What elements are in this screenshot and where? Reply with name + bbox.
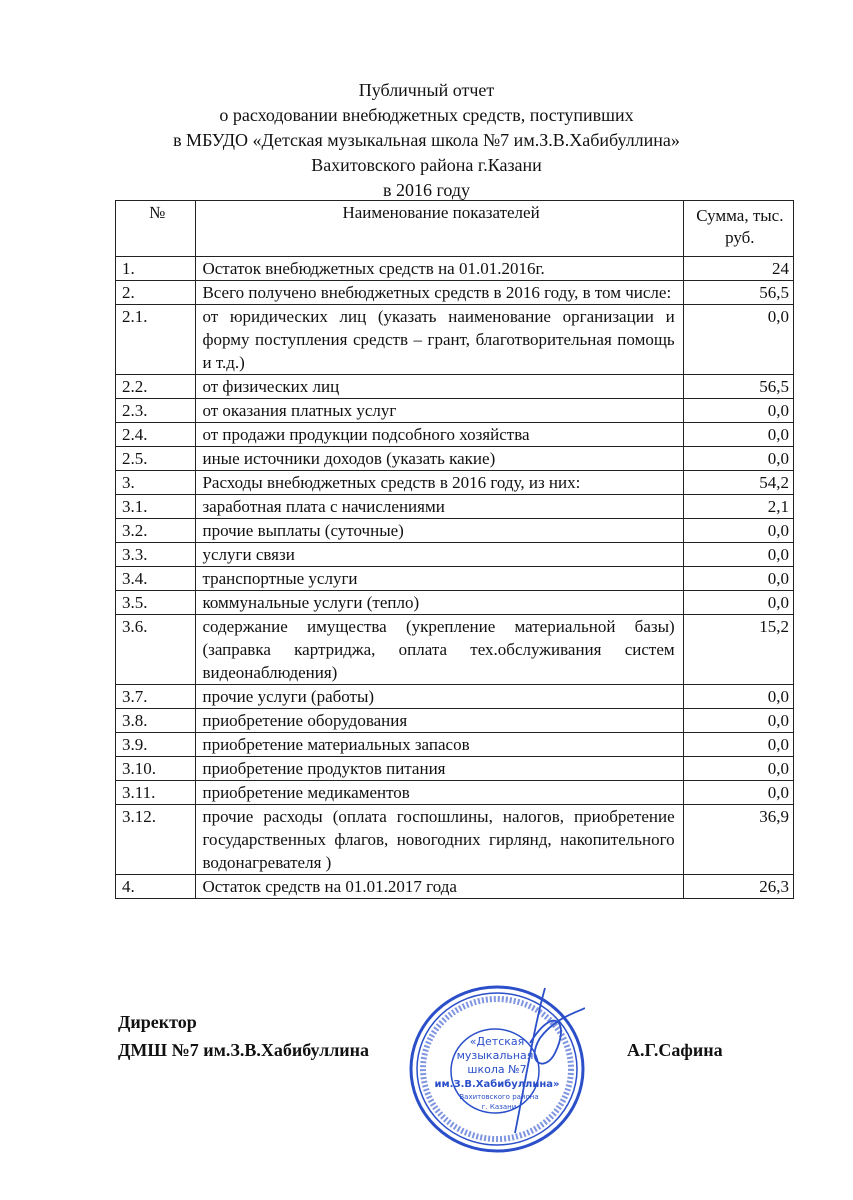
row-number: 3.12. [116, 805, 196, 875]
row-sum: 0,0 [683, 685, 793, 709]
title-line: Вахитовского района г.Казани [311, 155, 542, 175]
row-number: 2. [116, 281, 196, 305]
row-name: от физических лиц [196, 375, 683, 399]
table-row [116, 281, 794, 305]
row-number: 3.1. [116, 495, 196, 519]
table-row [116, 375, 794, 399]
row-sum: 0,0 [683, 305, 793, 375]
row-sum: 0,0 [683, 399, 793, 423]
stamp-text: «Детская [469, 1035, 525, 1048]
row-sum: 0,0 [683, 543, 793, 567]
title-line: в 2016 году [382, 180, 471, 200]
row-sum: 56,5 [683, 281, 793, 305]
table-row [116, 257, 794, 281]
row-name: прочие услуги (работы) [196, 685, 683, 709]
row-name: приобретение медикаментов [196, 781, 683, 805]
row-number: 2.4. [116, 423, 196, 447]
row-sum: 2,1 [683, 495, 793, 519]
signature-name: А.Г.Сафина [627, 1040, 723, 1060]
row-name: прочие выплаты (суточные) [196, 519, 683, 543]
row-number: 3.4. [116, 567, 196, 591]
row-number: 3.9. [116, 733, 196, 757]
header-sum: Сумма, тыс. руб. [683, 201, 793, 257]
row-number: 3.6. [116, 615, 196, 685]
table-row [116, 399, 794, 423]
row-number: 3.7. [116, 685, 196, 709]
row-sum: 0,0 [683, 567, 793, 591]
stamp-text: Вахитовского района [459, 1093, 539, 1101]
official-stamp [405, 983, 585, 1155]
row-sum: 0,0 [683, 781, 793, 805]
row-name: приобретение продуктов питания [196, 757, 683, 781]
table-row [116, 757, 794, 781]
row-number: 3.11. [116, 781, 196, 805]
row-name: приобретение оборудования [196, 709, 683, 733]
table-row [116, 447, 794, 471]
row-sum: 0,0 [683, 423, 793, 447]
signature-organization: ДМШ №7 им.З.В.Хабибуллина [118, 1040, 370, 1060]
row-name: от оказания платных услуг [196, 399, 683, 423]
row-name: приобретение материальных запасов [196, 733, 683, 757]
table-row [116, 805, 794, 875]
row-name: Всего получено внебюджетных средств в 2016 году, в том числе: [196, 281, 683, 305]
stamp-text: им.З.В.Хабибуллина» [434, 1079, 560, 1090]
row-sum: 56,5 [683, 375, 793, 399]
row-name: от юридических лиц (указать наименование организации и форму поступления средств – грант, благотворительная помощь и т.д.) [196, 305, 683, 375]
row-name: транспортные услуги [196, 567, 683, 591]
table-row [116, 733, 794, 757]
table-row [116, 423, 794, 447]
signature-block [118, 1008, 369, 1064]
row-number: 2.2. [116, 375, 196, 399]
stamp-text: школа №7 [467, 1063, 527, 1076]
row-name: иные источники доходов (указать какие) [196, 447, 683, 471]
table-row [116, 567, 794, 591]
row-name: от продажи продукции подсобного хозяйства [196, 423, 683, 447]
row-name: Остаток внебюджетных средств на 01.01.2016г. [196, 257, 683, 281]
stamp-text: музыкальная [456, 1049, 534, 1062]
row-number: 2.1. [116, 305, 196, 375]
row-sum: 0,0 [683, 709, 793, 733]
row-number: 3. [116, 471, 196, 495]
table-row [116, 781, 794, 805]
header-name: Наименование показателей [196, 201, 683, 257]
row-sum: 0,0 [683, 447, 793, 471]
header-number: № [116, 201, 196, 257]
row-name: коммунальные услуги (тепло) [196, 591, 683, 615]
row-name: Расходы внебюджетных средств в 2016 году, из них: [196, 471, 683, 495]
row-number: 3.8. [116, 709, 196, 733]
table-row [116, 471, 794, 495]
row-number: 3.10. [116, 757, 196, 781]
report-title [0, 78, 853, 203]
row-number: 3.3. [116, 543, 196, 567]
row-number: 4. [116, 875, 196, 899]
table-row [116, 495, 794, 519]
row-sum: 54,2 [683, 471, 793, 495]
table-row [116, 543, 794, 567]
row-sum: 24 [683, 257, 793, 281]
report-table [115, 200, 794, 899]
row-number: 1. [116, 257, 196, 281]
row-sum: 0,0 [683, 591, 793, 615]
title-line: Публичный отчет [358, 80, 495, 100]
title-line: о расходовании внебюджетных средств, поступивших [219, 105, 634, 125]
table-row [116, 305, 794, 375]
table-row [116, 875, 794, 899]
row-name: Остаток средств на 01.01.2017 года [196, 875, 683, 899]
table-row [116, 519, 794, 543]
table-row [116, 615, 794, 685]
row-number: 3.5. [116, 591, 196, 615]
row-number: 2.3. [116, 399, 196, 423]
signature-position: Директор [118, 1012, 197, 1032]
row-name: содержание имущества (укрепление материальной базы) (заправка картриджа, оплата тех.обслуживания систем видеонаблюдения) [196, 615, 683, 685]
row-name: заработная плата с начислениями [196, 495, 683, 519]
table-row [116, 709, 794, 733]
row-sum: 0,0 [683, 519, 793, 543]
row-name: услуги связи [196, 543, 683, 567]
row-sum: 0,0 [683, 733, 793, 757]
row-sum: 15,2 [683, 615, 793, 685]
row-sum: 0,0 [683, 757, 793, 781]
row-sum: 36,9 [683, 805, 793, 875]
table-row [116, 591, 794, 615]
row-number: 2.5. [116, 447, 196, 471]
row-sum: 26,3 [683, 875, 793, 899]
stamp-text: г. Казани [481, 1103, 517, 1111]
table-header-row [116, 201, 794, 257]
table-row [116, 685, 794, 709]
row-name: прочие расходы (оплата госпошлины, налогов, приобретение государственных флагов, новогодних гирлянд, накопительного водонагревателя ) [196, 805, 683, 875]
title-line: в МБУДО «Детская музыкальная школа №7 им.З.В.Хабибуллина» [173, 130, 680, 150]
row-number: 3.2. [116, 519, 196, 543]
